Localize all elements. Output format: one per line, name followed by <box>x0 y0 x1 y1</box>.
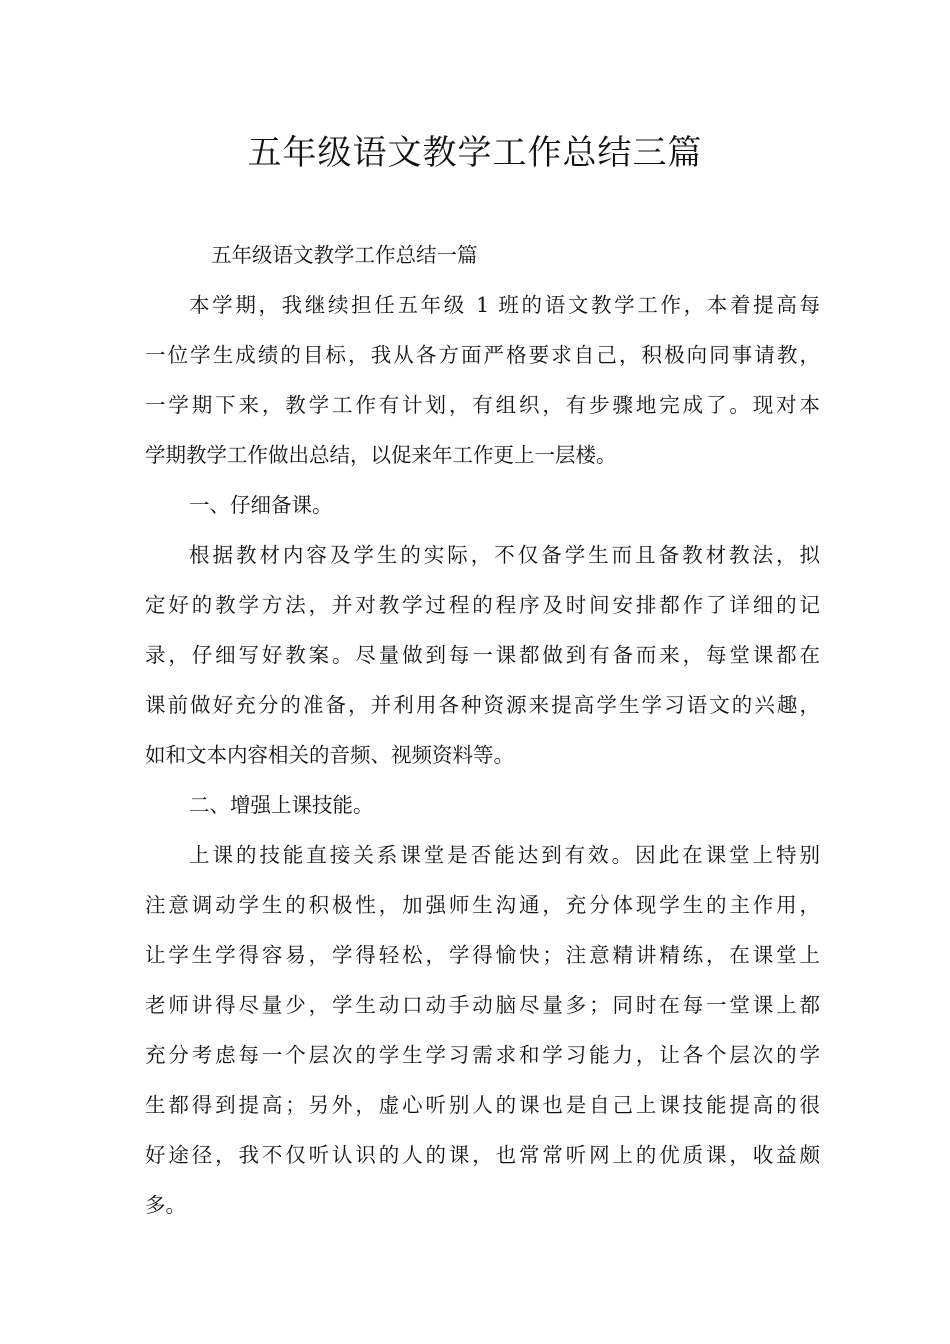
section-subtitle: 五年级语文教学工作总结一篇 <box>211 243 478 267</box>
document-title: 五年级语文教学工作总结三篇 <box>247 133 703 173</box>
section-heading: 二、增强上课技能。 <box>189 793 374 817</box>
paragraph-line: 课前做好充分的准备，并利用各种资源来提高学生学习语文的兴趣， <box>145 693 820 717</box>
paragraph-line: 本学期，我继续担任五年级 1 班的语文教学工作，本着提高每 <box>189 293 820 317</box>
paragraph-line: 上课的技能直接关系课堂是否能达到有效。因此在课堂上特别 <box>189 843 820 867</box>
paragraph-line: 录，仔细写好教案。尽量做到每一课都做到有备而来，每堂课都在 <box>145 643 820 667</box>
paragraph-line: 生都得到提高；另外，虚心听别人的课也是自己上课技能提高的很 <box>145 1093 820 1117</box>
paragraph-line: 一学期下来，教学工作有计划，有组织，有步骤地完成了。现对本 <box>145 393 820 417</box>
paragraph-line: 多。 <box>145 1193 186 1217</box>
paragraph-line: 老师讲得尽量少，学生动口动手动脑尽量多；同时在每一堂课上都 <box>145 993 820 1017</box>
document-body <box>145 230 820 1230</box>
paragraph-line: 学期教学工作做出总结，以促来年工作更上一层楼。 <box>145 443 617 467</box>
paragraph-line: 让学生学得容易，学得轻松，学得愉快；注意精讲精练，在课堂上 <box>145 943 820 967</box>
paragraph-line: 定好的教学方法，并对教学过程的程序及时间安排都作了详细的记 <box>145 593 820 617</box>
paragraph-line: 注意调动学生的积极性，加强师生沟通，充分体现学生的主作用， <box>145 893 820 917</box>
paragraph-line: 如和文本内容相关的音频、视频资料等。 <box>145 743 514 767</box>
section-heading: 一、仔细备课。 <box>189 493 333 517</box>
paragraph-line: 根据教材内容及学生的实际，不仅备学生而且备教材教法，拟 <box>189 543 820 567</box>
paragraph-line: 一位学生成绩的目标，我从各方面严格要求自己，积极向同事请教， <box>145 343 820 367</box>
paragraph-line: 充分考虑每一个层次的学生学习需求和学习能力，让各个层次的学 <box>145 1043 820 1067</box>
paragraph-line: 好途径，我不仅听认识的人的课，也常常听网上的优质课，收益颇 <box>145 1143 820 1167</box>
